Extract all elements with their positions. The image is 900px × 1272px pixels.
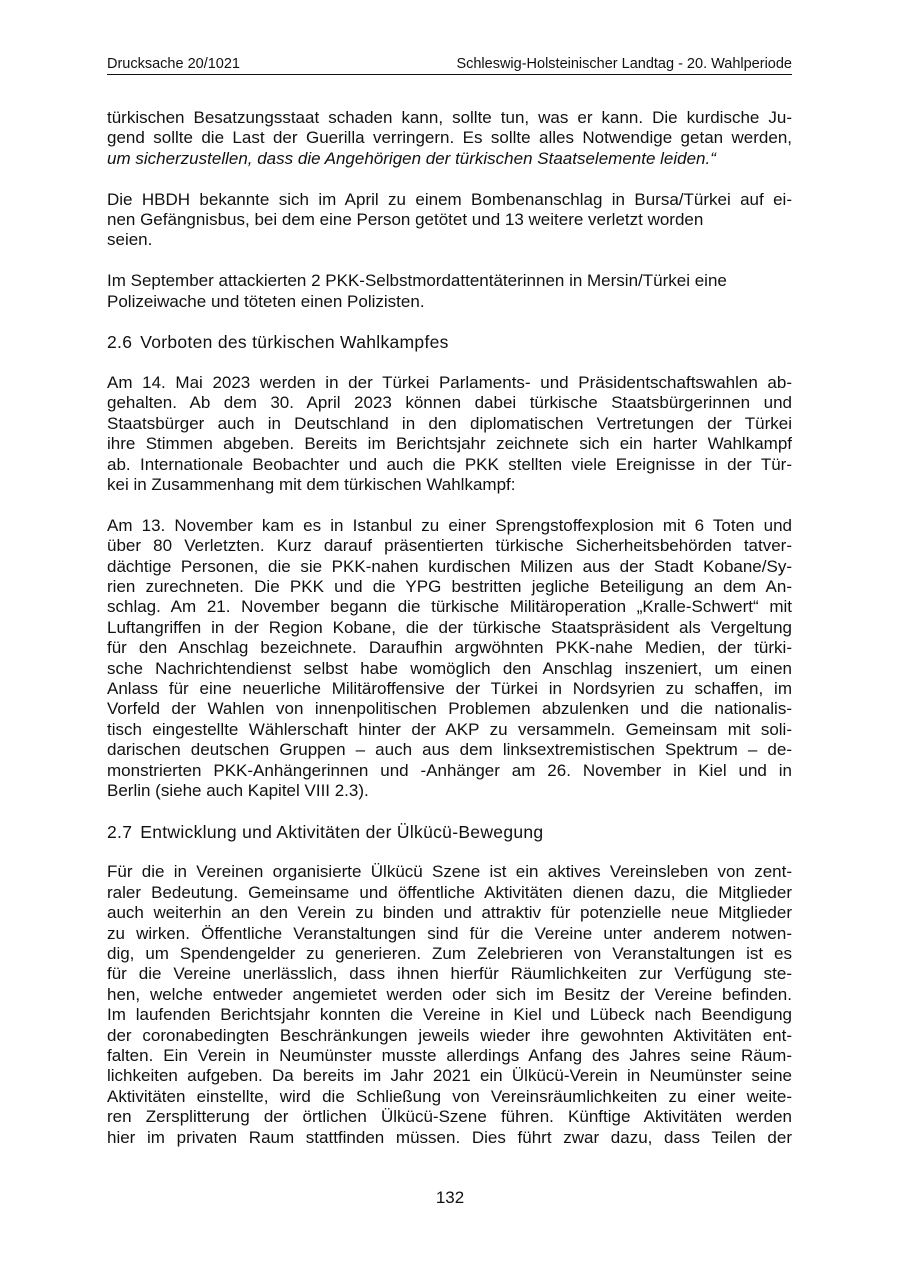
- paragraph: [107, 373, 792, 495]
- text-line: Im September attackierten 2 PKK-Selbstmordattentäterinnen in Mersin/Türkei eine: [107, 271, 727, 291]
- text-line: sche Nachrichtendienst selbst habe womöglich den Anschlag inszeniert, um einen: [107, 658, 792, 678]
- text-line: Aktivitäten einstellte, wird die Schließung von Vereinsräumlichkeiten zu einer weite-: [107, 1086, 792, 1106]
- quote-line: um sicherzustellen, dass die Angehörigen der türkischen Staatselemente leiden.“: [107, 148, 716, 168]
- section-number: 2.7: [107, 821, 133, 842]
- section-number: 2.6: [107, 332, 133, 353]
- text-line: Polizeiwache und töteten einen Polizisten.: [107, 291, 425, 311]
- section-heading: [107, 332, 792, 352]
- text-line: Berlin (siehe auch Kapitel VIII 2.3).: [107, 780, 369, 800]
- text-line: nen Gefängnisbus, bei dem eine Person getötet und 13 weitere verletzt worden: [107, 209, 704, 229]
- paragraph: [107, 190, 792, 251]
- page-body: [107, 108, 792, 1148]
- text-line: falten. Ein Verein in Neumünster musste allerdings Anfang des Jahres seine Räum-: [107, 1045, 792, 1065]
- text-line: Staatsbürger auch in Deutschland in den diplomatischen Vertretungen der Türkei: [107, 413, 792, 433]
- page-number: 132: [435, 1188, 465, 1207]
- text-line: ihre Stimmen abgeben. Bereits im Berichtsjahr zeichnete sich ein harter Wahlkampf: [107, 434, 792, 454]
- paragraph: [107, 271, 792, 312]
- text-line: Am 13. November kam es in Istanbul zu einer Sprengstoffexplosion mit 6 Toten und: [107, 515, 792, 535]
- text-line: dig, um Spendengelder zu generieren. Zum Zelebrieren von Veranstaltungen ist es: [107, 944, 792, 964]
- text-line: Am 14. Mai 2023 werden in der Türkei Parlaments- und Präsidentschaftswahlen ab-: [107, 373, 792, 393]
- text-line: hier im privaten Raum stattfinden müssen. Dies führt zwar dazu, dass Teilen der: [107, 1127, 792, 1147]
- text-line: Für die in Vereinen organisierte Ülkücü Szene ist ein aktives Vereinsleben von zent-: [107, 862, 792, 882]
- text-line: Im laufenden Berichtsjahr konnten die Vereine in Kiel und Lübeck nach Beendigung: [107, 1005, 792, 1025]
- text-line: tisch eingestellte Wählerschaft hinter der AKP zu versammeln. Gemeinsam mit soli-: [107, 719, 792, 739]
- text-line: für die Vereine unerlässlich, dass ihnen hierfür Räumlichkeiten zur Verfügung ste-: [107, 964, 792, 984]
- text-line: darischen deutschen Gruppen – auch aus dem linksextremistischen Spektrum – de-: [107, 740, 792, 760]
- text-line: monstrierten PKK-Anhängerinnen und -Anhänger am 26. November in Kiel und in: [107, 760, 792, 780]
- text-line: Vorfeld der Wahlen von innenpolitischen Problemen abzulenken und die nationalis-: [107, 699, 792, 719]
- section-heading: [107, 822, 792, 842]
- text-line: Anlass für eine neuerliche Militäroffensive der Türkei in Nordsyrien zu schaffen, im: [107, 678, 792, 698]
- text-line: seien.: [107, 230, 153, 250]
- paragraph: [107, 862, 792, 1147]
- text-line: ren Zersplitterung der örtlichen Ülkücü-Szene führen. Künftige Aktivitäten werden: [107, 1107, 792, 1127]
- text-line: ab. Internationale Beobachter und auch die PKK stellten viele Ereignisse in der Tür-: [107, 454, 792, 474]
- text-line: Die HBDH bekannte sich im April zu einem Bombenanschlag in Bursa/Türkei auf ei-: [107, 189, 792, 209]
- text-line: über 80 Verletzten. Kurz darauf präsentierten türkische Sicherheitsbehörden tatver-: [107, 536, 792, 556]
- text-line: rien zurechneten. Die PKK und die YPG bestritten jegliche Beteiligung an dem An-: [107, 576, 792, 596]
- text-line: schlag. Am 21. November begann die türkische Militäroperation „Kralle-Schwert“ mit: [107, 597, 792, 617]
- text-line: lichkeiten aufgeben. Da bereits im Jahr 2021 ein Ülkücü-Verein in Neumünster seine: [107, 1066, 792, 1086]
- text-line: der coronabedingten Beschränkungen jeweils wieder ihre gewohnten Aktivitäten ent-: [107, 1025, 792, 1045]
- section-title: Entwicklung und Aktivitäten der Ülkücü-Bewegung: [140, 821, 544, 842]
- text-line: auch weiterhin an den Verein zu binden und attraktiv für potenzielle neue Mitglieder: [107, 903, 792, 923]
- page-header: [107, 55, 792, 75]
- text-line: hen, welche entweder angemietet werden oder sich im Besitz der Vereine befinden.: [107, 984, 792, 1004]
- text-line: gehalten. Ab dem 30. April 2023 können dabei türkische Staatsbürgerinnen und: [107, 393, 792, 413]
- text-line: gend sollte die Last der Guerilla verringern. Es sollte alles Notwendige getan werden,: [107, 128, 792, 148]
- parliament-period: Schleswig-Holsteinischer Landtag - 20. Wahlperiode: [456, 56, 792, 72]
- text-line: dächtige Personen, die sie PKK-nahen kurdischen Milizen aus der Stadt Kobane/Sy-: [107, 556, 792, 576]
- paragraph: [107, 516, 792, 801]
- text-line: kei in Zusammenhang mit dem türkischen Wahlkampf:: [107, 475, 516, 495]
- paragraph: [107, 108, 792, 169]
- text-line: Luftangriffen in der Region Kobane, die der türkische Staatspräsident als Vergeltung: [107, 617, 792, 637]
- section-title: Vorboten des türkischen Wahlkampfes: [140, 332, 449, 353]
- text-line: zu wirken. Öffentliche Veranstaltungen sind für die Vereine unter anderem notwen-: [107, 923, 792, 943]
- text-line: raler Bedeutung. Gemeinsame und öffentliche Aktivitäten dienen dazu, die Mitglieder: [107, 882, 792, 902]
- document-number: Drucksache 20/1021: [107, 56, 240, 72]
- text-line: für den Anschlag bezeichnete. Daraufhin argwöhnten PKK-nahe Medien, der türki-: [107, 638, 792, 658]
- text-line: türkischen Besatzungsstaat schaden kann, sollte tun, was er kann. Die kurdische Ju-: [107, 108, 792, 127]
